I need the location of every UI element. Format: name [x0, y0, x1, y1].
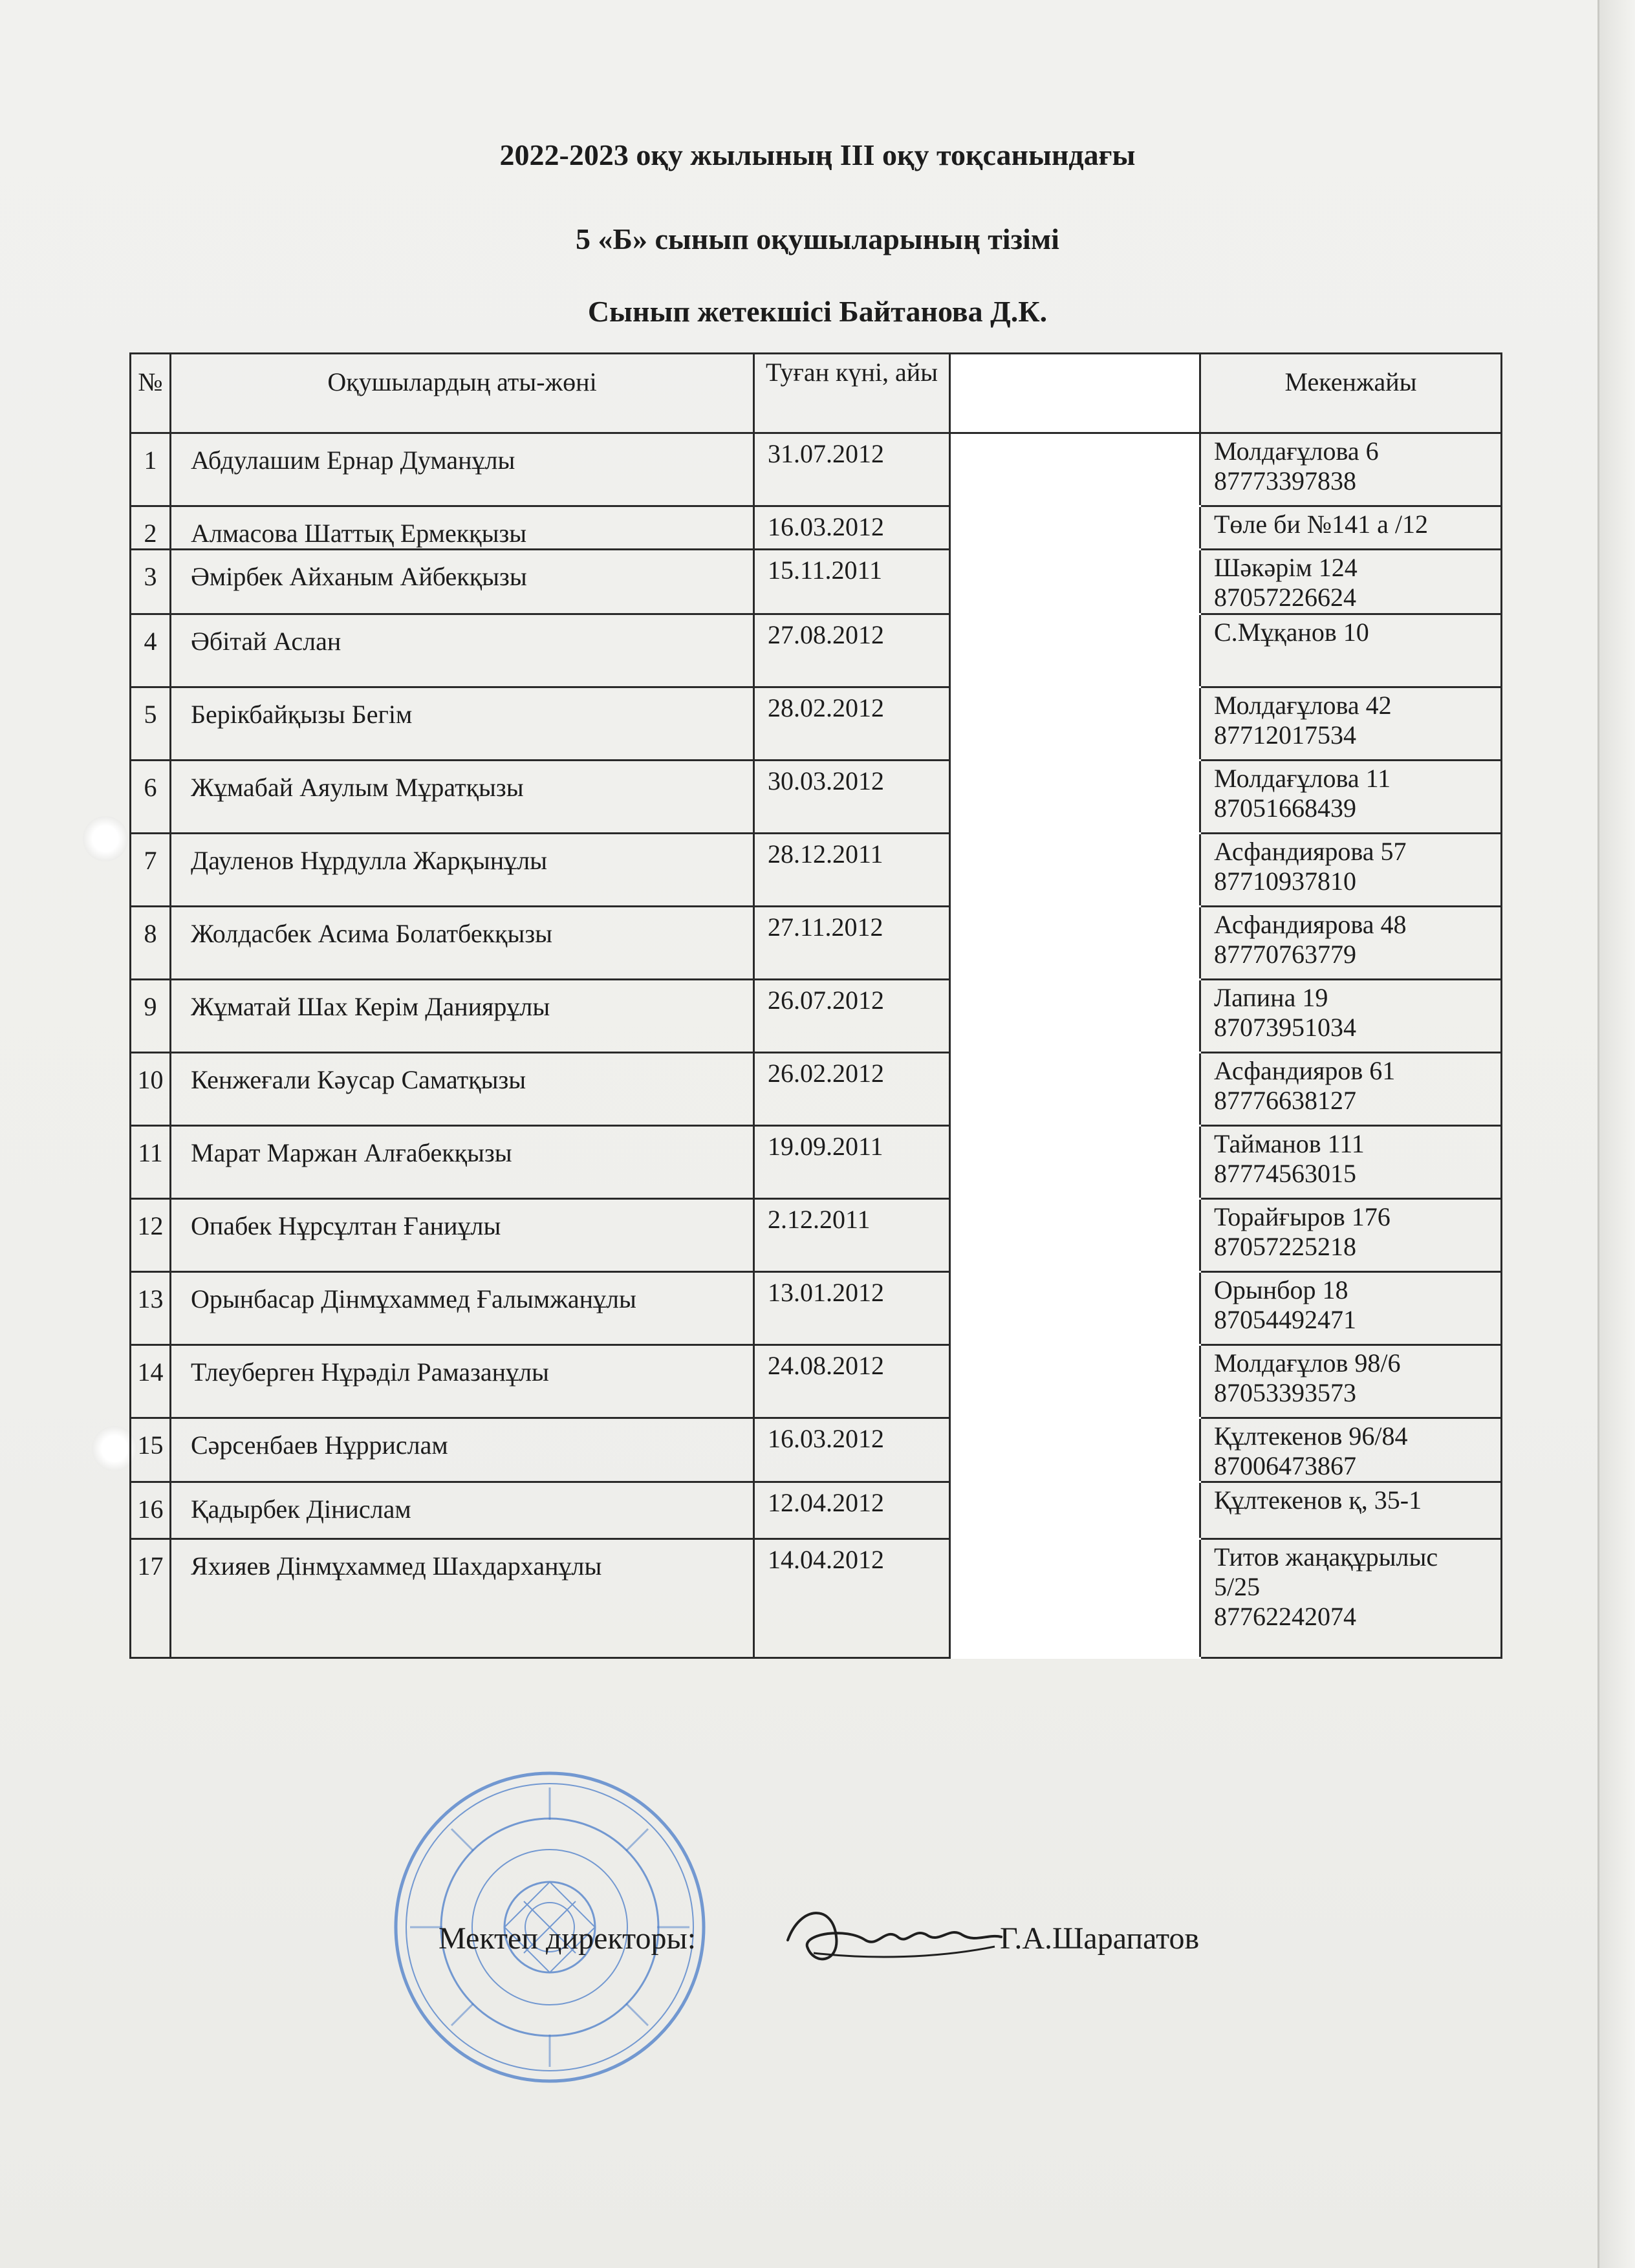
- birth-date: 19.09.2011: [754, 1126, 950, 1199]
- student-name: Орынбасар Дінмұхаммед Ғалымжанұлы: [171, 1272, 754, 1345]
- address-line: Лапина 19: [1214, 983, 1328, 1012]
- table-row: [131, 1126, 1502, 1199]
- table-row: [131, 907, 1502, 980]
- redacted-cell: [950, 1418, 1200, 1482]
- row-number: 2: [131, 506, 171, 550]
- address-line: Торайғыров 176: [1214, 1202, 1391, 1231]
- address-line: 87073951034: [1214, 1013, 1356, 1042]
- address-line: Тайманов 111: [1214, 1129, 1365, 1158]
- redacted-cell: [950, 1126, 1200, 1199]
- student-name: Сәрсенбаев Нұррислам: [171, 1418, 754, 1482]
- redacted-cell: [950, 1539, 1200, 1658]
- row-number: 7: [131, 834, 171, 907]
- address-cell: [1200, 1272, 1502, 1345]
- document-subtitle: 5 «Б» сынып оқушыларының тізімі: [576, 222, 1059, 255]
- address-line: 87057225218: [1214, 1232, 1356, 1261]
- redacted-cell: [950, 433, 1200, 506]
- address-line: 5/25: [1214, 1572, 1261, 1601]
- address-line: С.Мұқанов 10: [1214, 618, 1369, 647]
- address-line: 87770763779: [1214, 940, 1356, 969]
- student-name: Берікбайқызы Бегім: [171, 687, 754, 761]
- address-cell: [1200, 506, 1502, 550]
- address-line: Титов жаңақұрылыс: [1214, 1542, 1438, 1571]
- director-name: Г.А.Шарапатов: [1000, 1921, 1200, 1956]
- table-row: [131, 1345, 1502, 1418]
- header-dob: Туған күні, айы: [754, 354, 950, 433]
- address-line: 87712017534: [1214, 720, 1356, 750]
- birth-date: 27.11.2012: [754, 907, 950, 980]
- row-number: 11: [131, 1126, 171, 1199]
- address-cell: [1200, 1199, 1502, 1272]
- address-cell: [1200, 980, 1502, 1053]
- row-number: 5: [131, 687, 171, 761]
- student-name: Абдулашим Ернар Думанұлы: [171, 433, 754, 506]
- student-name: Опабек Нұрсұлтан Ғаниұлы: [171, 1199, 754, 1272]
- address-line: 87054492471: [1214, 1305, 1356, 1334]
- birth-date: 16.03.2012: [754, 1418, 950, 1482]
- row-number: 16: [131, 1482, 171, 1539]
- signature-block: [439, 1921, 1279, 1972]
- row-number: 13: [131, 1272, 171, 1345]
- table-header-row: [131, 354, 1502, 433]
- redacted-column-header: [950, 354, 1200, 433]
- birth-date: 27.08.2012: [754, 614, 950, 687]
- class-teacher-line: Сынып жетекшісі Байтанова Д.К.: [587, 295, 1048, 328]
- table-row: [131, 433, 1502, 506]
- row-number: 6: [131, 761, 171, 834]
- address-cell: [1200, 1126, 1502, 1199]
- row-number: 14: [131, 1345, 171, 1418]
- address-cell: [1200, 614, 1502, 687]
- student-name: Яхияев Дінмұхаммед Шахдарханұлы: [171, 1539, 754, 1658]
- redacted-cell: [950, 1345, 1200, 1418]
- birth-date: 28.02.2012: [754, 687, 950, 761]
- table-row: [131, 614, 1502, 687]
- redacted-cell: [950, 687, 1200, 761]
- redacted-cell: [950, 550, 1200, 614]
- birth-date: 15.11.2011: [754, 550, 950, 614]
- table-row: [131, 1418, 1502, 1482]
- address-line: 87051668439: [1214, 794, 1356, 823]
- table-row: [131, 761, 1502, 834]
- table-row: [131, 687, 1502, 761]
- redacted-cell: [950, 1199, 1200, 1272]
- student-name: Марат Маржан Алғабекқызы: [171, 1126, 754, 1199]
- address-line: Асфандиярова 48: [1214, 910, 1407, 939]
- row-number: 9: [131, 980, 171, 1053]
- student-name: Жұмабай Аяулым Мұратқызы: [171, 761, 754, 834]
- address-line: 87774563015: [1214, 1159, 1356, 1188]
- address-cell: [1200, 687, 1502, 761]
- address-line: Құлтекенов қ, 35-1: [1214, 1485, 1422, 1515]
- table-row: [131, 506, 1502, 550]
- student-name: Алмасова Шаттық Ермекқызы: [171, 506, 754, 550]
- student-name: Кенжеғали Кәусар Саматқызы: [171, 1053, 754, 1126]
- address-line: 87776638127: [1214, 1086, 1356, 1115]
- row-number: 8: [131, 907, 171, 980]
- address-line: 87006473867: [1214, 1451, 1356, 1480]
- header-number: №: [131, 354, 171, 433]
- student-name: Тлеуберген Нұрәділ Рамазанұлы: [171, 1345, 754, 1418]
- birth-date: 28.12.2011: [754, 834, 950, 907]
- address-line: 87057226624: [1214, 583, 1356, 612]
- address-line: 87762242074: [1214, 1602, 1356, 1631]
- address-line: Орынбор 18: [1214, 1275, 1348, 1304]
- redacted-cell: [950, 761, 1200, 834]
- student-name: Жұматай Шах Керім Даниярұлы: [171, 980, 754, 1053]
- table-row: [131, 1539, 1502, 1658]
- address-cell: [1200, 433, 1502, 506]
- address-line: 87773397838: [1214, 466, 1356, 495]
- address-cell: [1200, 1418, 1502, 1482]
- address-cell: [1200, 1345, 1502, 1418]
- address-line: 87053393573: [1214, 1378, 1356, 1407]
- address-cell: [1200, 550, 1502, 614]
- birth-date: 26.07.2012: [754, 980, 950, 1053]
- redacted-cell: [950, 907, 1200, 980]
- address-line: Молдағұлова 11: [1214, 764, 1391, 793]
- redacted-cell: [950, 980, 1200, 1053]
- row-number: 1: [131, 433, 171, 506]
- director-label: Мектеп директоры:: [439, 1921, 697, 1956]
- row-number: 12: [131, 1199, 171, 1272]
- redacted-cell: [950, 834, 1200, 907]
- redacted-cell: [950, 506, 1200, 550]
- table-row: [131, 550, 1502, 614]
- address-line: Асфандияров 61: [1214, 1056, 1396, 1085]
- address-line: Құлтекенов 96/84: [1214, 1421, 1408, 1451]
- address-line: Молдағұлова 42: [1214, 691, 1392, 720]
- row-number: 15: [131, 1418, 171, 1482]
- punch-hole: [83, 816, 128, 861]
- address-cell: [1200, 834, 1502, 907]
- student-table: [129, 352, 1502, 1659]
- row-number: 17: [131, 1539, 171, 1658]
- redacted-cell: [950, 1053, 1200, 1126]
- paper-edge: [1597, 0, 1635, 2268]
- table-row: [131, 1482, 1502, 1539]
- student-name: Дауленов Нұрдулла Жарқынұлы: [171, 834, 754, 907]
- student-name: Жолдасбек Асима Болатбекқызы: [171, 907, 754, 980]
- birth-date: 24.08.2012: [754, 1345, 950, 1418]
- address-cell: [1200, 1482, 1502, 1539]
- handwritten-signature: [775, 1901, 1008, 1972]
- address-cell: [1200, 907, 1502, 980]
- birth-date: 12.04.2012: [754, 1482, 950, 1539]
- address-line: Молдағұлов 98/6: [1214, 1348, 1401, 1377]
- row-number: 3: [131, 550, 171, 614]
- header-name: Оқушылардың аты-жөні: [171, 354, 754, 433]
- table-row: [131, 834, 1502, 907]
- student-name: Әмірбек Айханым Айбекқызы: [171, 550, 754, 614]
- row-number: 10: [131, 1053, 171, 1126]
- table-row: [131, 1199, 1502, 1272]
- birth-date: 13.01.2012: [754, 1272, 950, 1345]
- birth-date: 31.07.2012: [754, 433, 950, 506]
- student-name: Әбітай Аслан: [171, 614, 754, 687]
- address-line: Шәкәрім 124: [1214, 553, 1358, 582]
- address-cell: [1200, 1539, 1502, 1658]
- document-title: 2022-2023 оқу жылының III оқу тоқсанындағы: [499, 138, 1136, 171]
- birth-date: 2.12.2011: [754, 1199, 950, 1272]
- address-line: Асфандиярова 57: [1214, 837, 1407, 866]
- table-row: [131, 980, 1502, 1053]
- address-cell: [1200, 1053, 1502, 1126]
- birth-date: 30.03.2012: [754, 761, 950, 834]
- row-number: 4: [131, 614, 171, 687]
- birth-date: 14.04.2012: [754, 1539, 950, 1658]
- student-name: Қадырбек Діниcлам: [171, 1482, 754, 1539]
- address-cell: [1200, 761, 1502, 834]
- header-address: Мекенжайы: [1200, 354, 1502, 433]
- address-line: Молдағұлова 6: [1214, 437, 1379, 466]
- redacted-cell: [950, 1272, 1200, 1345]
- address-line: 87710937810: [1214, 867, 1356, 896]
- birth-date: 26.02.2012: [754, 1053, 950, 1126]
- birth-date: 16.03.2012: [754, 506, 950, 550]
- redacted-cell: [950, 614, 1200, 687]
- redacted-cell: [950, 1482, 1200, 1539]
- table-row: [131, 1053, 1502, 1126]
- address-line: Төле би №141 а /12: [1214, 510, 1428, 539]
- table-row: [131, 1272, 1502, 1345]
